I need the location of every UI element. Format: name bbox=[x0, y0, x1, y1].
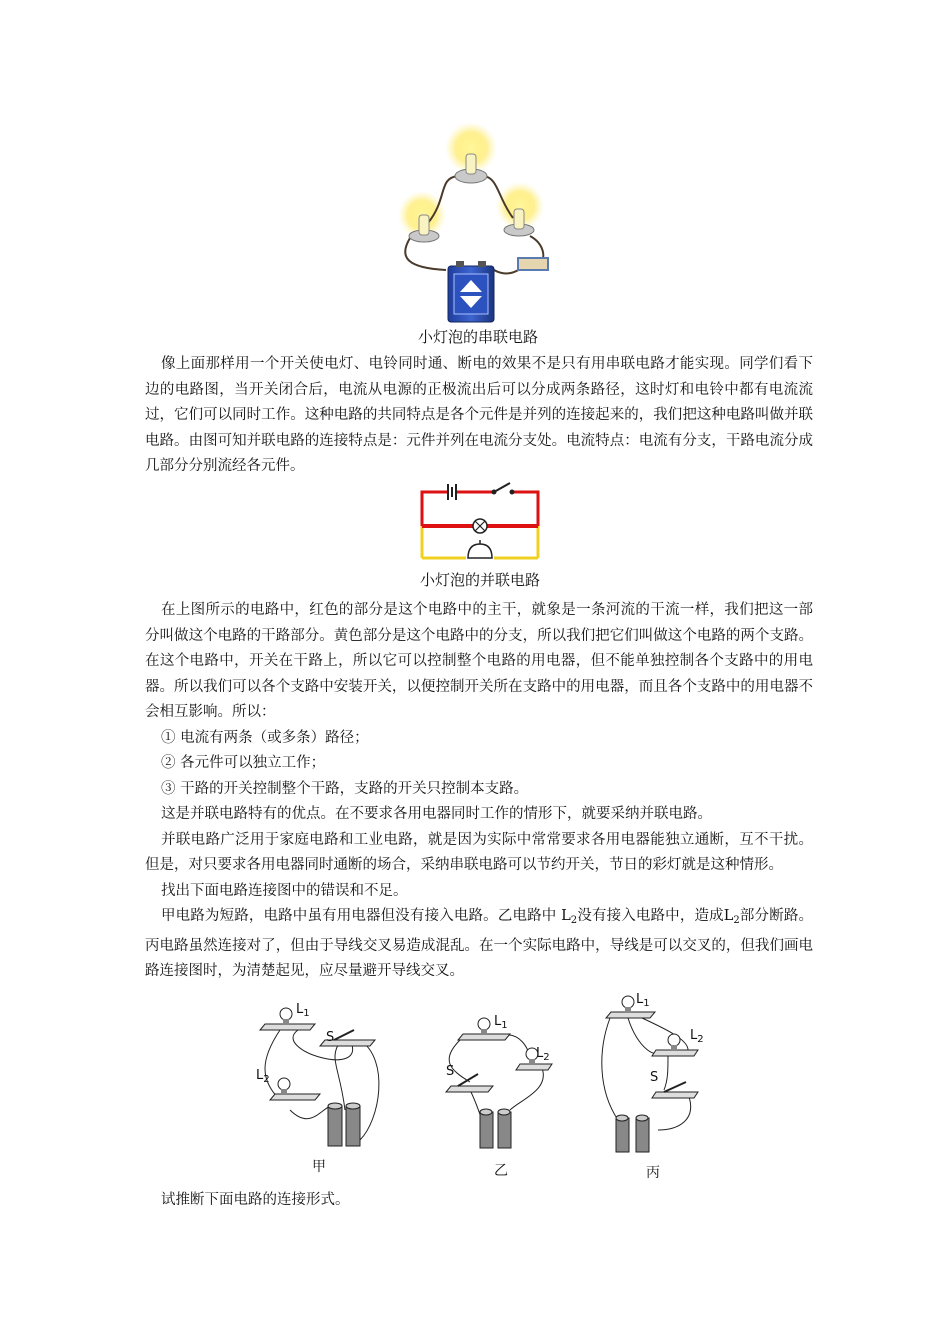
figure2-caption: 小灯泡的并联电路 bbox=[419, 571, 540, 589]
figure1-caption: 小灯泡的串联电路 bbox=[417, 328, 538, 346]
paragraph-1-text: 像上面那样用一个开关使电灯、电铃同时通、断电的效果不是只有用串联电路才能实现。同学们看下边的电路图，当开关闭合后，电流从电源的正极流出后可以分成两条路径，这时灯和电铃中都有电流流过，它们可以同时工作。这种电路的共同特点是各个元件是并列的连接起来的，我们把这种电路叫做并联电路。由图可知并联电路的连接特点是：元件并列在电流分支处。电流特点：电流有分支，干路电流分成几部分分别流经各元件。 bbox=[145, 356, 813, 474]
paragraph-4-text: 并联电路广泛用于家庭电路和工业电路，就是因为实际中常常要求各用电器能独立通断，互不干扰。但是，对只要求各用电器同时通断的场合，采纳串联电路可以节约开关，节日的彩灯就是这种情形。 bbox=[145, 831, 813, 873]
label-s: S bbox=[446, 1064, 455, 1079]
list-item: ① 电流有两条（或多条）路径； bbox=[161, 729, 369, 746]
paragraph-1 bbox=[145, 352, 813, 480]
list-item: ② 各元件可以独立工作； bbox=[161, 755, 326, 771]
series-circuit-figure bbox=[398, 118, 558, 328]
circuit-label: 甲 bbox=[312, 1159, 326, 1175]
label-l1: $L_1$ bbox=[296, 1002, 310, 1019]
paragraph-5-text: 找出下面电路连接图中的错误和不足。 bbox=[161, 882, 408, 899]
paragraph-3-text: 这是并联电路特有的优点。在不要求各用电器同时工作的情形下，就要采纳并联电路。 bbox=[161, 806, 712, 822]
label-l1: $L_1$ bbox=[636, 992, 650, 1009]
label-s: S bbox=[650, 1070, 659, 1085]
circuit-bing bbox=[598, 990, 718, 1185]
circuit-label: 丙 bbox=[646, 1165, 660, 1181]
label-s: S bbox=[326, 1030, 335, 1045]
bell-icon bbox=[468, 544, 492, 558]
label-l2: $L_2$ bbox=[256, 1068, 270, 1085]
paragraph-2 bbox=[145, 598, 813, 985]
label-l1: $L_1$ bbox=[494, 1014, 508, 1031]
switch-base bbox=[518, 258, 548, 270]
list-item: ③ 干路的开关控制整个干路，支路的开关只控制本支路。 bbox=[161, 780, 529, 797]
paragraph-7-text: 试推断下面电路的连接形式。 bbox=[161, 1192, 350, 1208]
label-l2: $L_2$ bbox=[690, 1028, 704, 1045]
circuit-jia bbox=[250, 1000, 400, 1185]
circuit-yi bbox=[440, 1010, 560, 1185]
parallel-circuit-figure bbox=[418, 478, 542, 570]
paragraph-2-text: 在上图所示的电路中，红色的部分是这个电路中的主干，就象是一条河流的干流一样，我们把这一部分叫做这个电路的干路部分。黄色部分是这个电路中的分支，所以我们把它们叫做这个电路的两个支路。在这个电路中，开关在干路上，所以它可以控制整个电路的用电器，但不能单独控制各个支路中的用电器。所以我们可以各个支路中安装开关，以便控制开关所在支路中的用电器，而且各个支路中的用电器不会相互影响。所以： bbox=[145, 602, 813, 720]
label-l2: $L_2$ bbox=[536, 1046, 550, 1063]
circuit-label: 乙 bbox=[494, 1163, 508, 1179]
paragraph-6-text: 甲电路为短路，电路中虽有用电器但没有接入电路。乙电路中 $L_2$没有接入电路中，造成$L_2$部分断路。丙电路虽然连接对了，但由于导线交叉易造成混乱。在一个实际电路中，导线是可以交叉的，但我们画电路连接图时，为清楚起见，应尽量避开导线交叉。 bbox=[145, 908, 813, 979]
paragraph-7 bbox=[145, 1188, 813, 1214]
